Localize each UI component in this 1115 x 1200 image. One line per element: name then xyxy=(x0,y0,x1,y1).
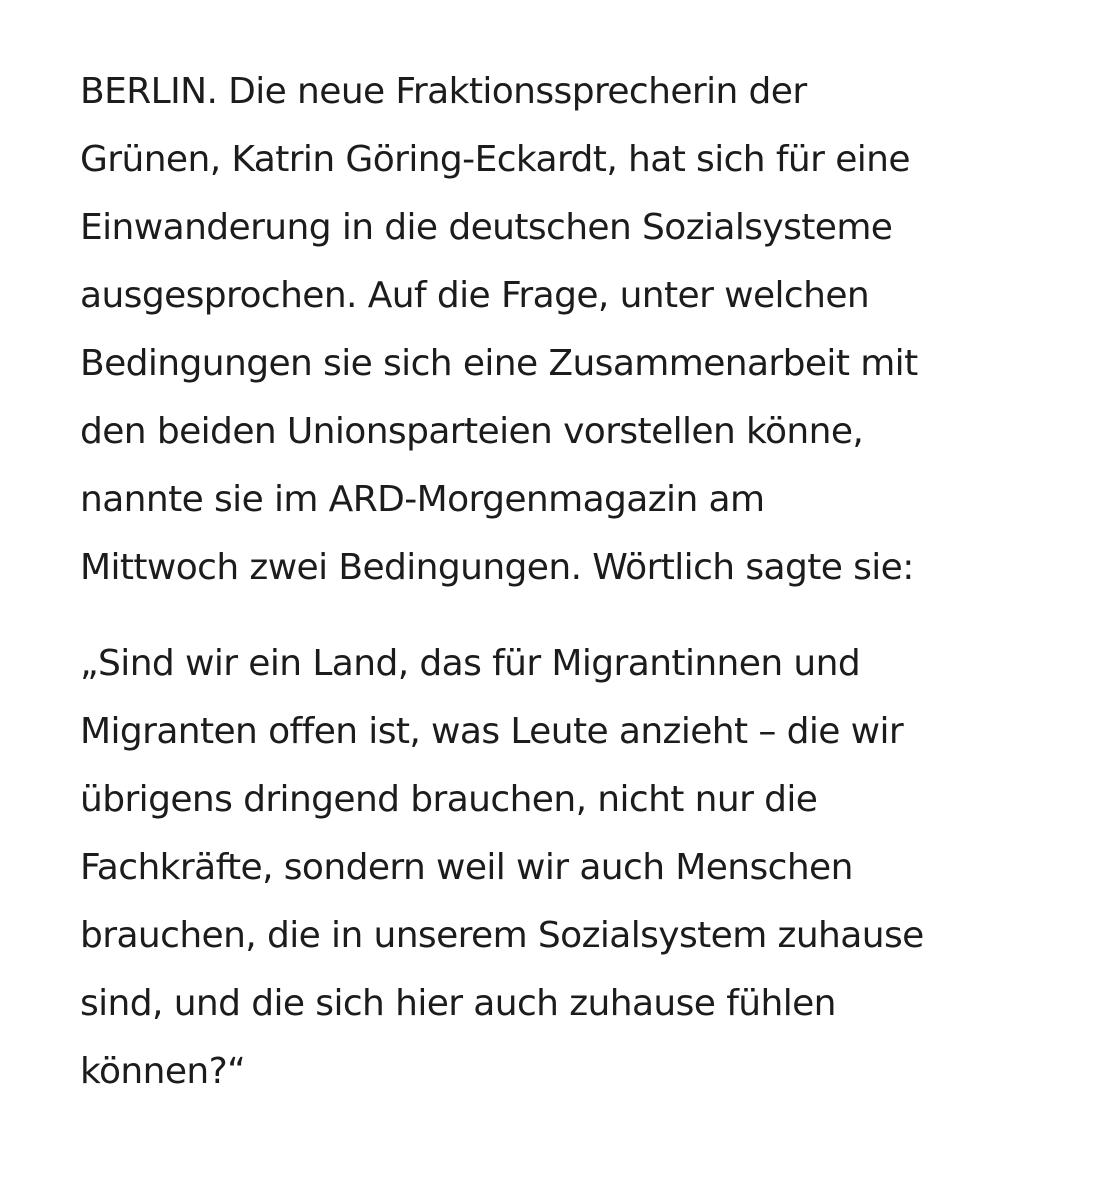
text-line: nannte sie im ARD-Morgenmagazin am xyxy=(80,479,765,520)
text-line: den beiden Unionsparteien vorstellen könne, xyxy=(80,411,864,452)
text-line: übrigens dringend brauchen, nicht nur die xyxy=(80,779,818,820)
article-paragraph-intro xyxy=(80,58,1080,602)
text-line: Mittwoch zwei Bedingungen. Wörtlich sagte sie: xyxy=(80,547,914,588)
text-line: Bedingungen sie sich eine Zusammenarbeit mit xyxy=(80,343,918,384)
text-line: „Sind wir ein Land, das für Migrantinnen und xyxy=(80,643,861,684)
text-line: BERLIN. Die neue Fraktionssprecherin der xyxy=(80,71,807,112)
text-line: ausgesprochen. Auf die Frage, unter welchen xyxy=(80,275,870,316)
text-line: Fachkräfte, sondern weil wir auch Menschen xyxy=(80,847,853,888)
article-body xyxy=(80,58,1080,1106)
text-line: Migranten offen ist, was Leute anzieht – die wir xyxy=(80,711,904,752)
text-line: brauchen, die in unserem Sozialsystem zuhause xyxy=(80,915,924,956)
text-line: können?“ xyxy=(80,1051,246,1092)
text-line: Einwanderung in die deutschen Sozialsysteme xyxy=(80,207,893,248)
text-line: Grünen, Katrin Göring-Eckardt, hat sich für eine xyxy=(80,139,910,180)
article-paragraph-quote xyxy=(80,630,1080,1106)
text-line: sind, und die sich hier auch zuhause fühlen xyxy=(80,983,836,1024)
